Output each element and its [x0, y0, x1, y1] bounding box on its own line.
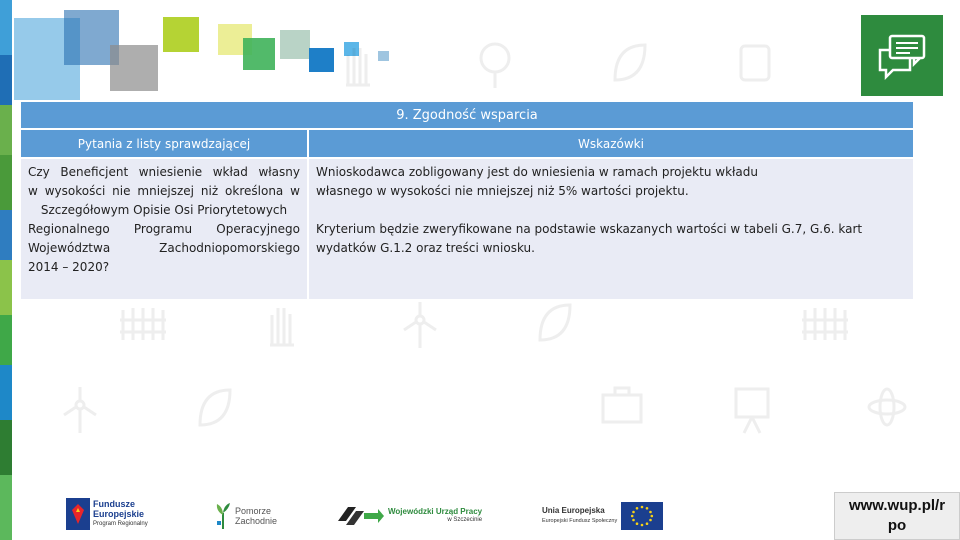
ue-line: Unia Europejska [542, 506, 605, 515]
hint-line: wydatków G.1.2 oraz treści wniosku. [316, 241, 535, 255]
question-line: Województwa Zachodniopomorskiego [28, 241, 300, 255]
leaf-icon [610, 40, 650, 90]
side-color-strip [0, 0, 12, 540]
hand-icon [262, 300, 302, 350]
table-header-row [20, 129, 914, 158]
logo-pomorze-zachodnie [214, 500, 277, 532]
pomorze-sprout-icon [214, 501, 232, 531]
fe-line: Europejskie [93, 509, 145, 519]
atom-icon [865, 385, 909, 429]
train-icon [735, 40, 775, 90]
question-line: Regionalnego Programu Operacyjnego [28, 222, 300, 236]
table-title: 9. Zgodność wsparcia [20, 101, 914, 129]
fe-line: Fundusze [93, 499, 135, 509]
fe-star-icon [66, 498, 90, 530]
eu-flag-icon [621, 502, 663, 530]
leaf-icon [195, 385, 235, 435]
logo-fundusze-europejskie [66, 497, 148, 531]
header-hints: Wskazówki [308, 129, 914, 158]
hint-line: Kryterium będzie zweryfikowane na podstawie wskazanych wartości w tabeli G.7, G.6. kart [316, 222, 863, 236]
hand-icon [338, 40, 378, 90]
header-questions: Pytania z listy sprawdzającej [20, 129, 308, 158]
fence-icon [800, 300, 850, 345]
chart-board-icon [732, 385, 772, 435]
windmill-icon [400, 300, 440, 350]
url-line: po [887, 517, 907, 534]
logo-wup [338, 502, 482, 530]
question-line: Czy Beneficjent wniesienie wkład własny [28, 165, 300, 179]
ue-line: Europejski Fundusz Społeczny [542, 518, 618, 524]
leaf-icon [535, 300, 575, 350]
question-line: Szczegółowym Opisie Osi Priorytetowych [40, 203, 288, 217]
criteria-table [20, 101, 914, 300]
question-line: w wysokości nie mniejszej niż określona w [28, 184, 300, 198]
fe-line: Program Regionalny [93, 521, 148, 527]
table-row [20, 158, 914, 300]
pomorze-line: Zachodnie [235, 516, 278, 526]
question-line: 2014 – 2020? [28, 260, 110, 274]
website-url[interactable] [834, 492, 960, 540]
tree-icon [475, 40, 515, 90]
chat-icon-tile [861, 15, 943, 96]
hint-line: własnego w wysokości nie mniejszej niż 5% wartości projektu. [316, 184, 689, 198]
wup-line: w Szczecinie [447, 517, 483, 523]
question-cell [20, 158, 308, 300]
logo-unia-europejska [542, 501, 663, 531]
hint-cell [308, 158, 914, 300]
url-line: www.wup.pl/r [848, 497, 946, 514]
fence-icon [118, 300, 168, 345]
wup-line: Wojewódzki Urząd Pracy [388, 507, 483, 516]
windmill-icon [60, 385, 100, 435]
pomorze-line: Pomorze [235, 506, 272, 516]
wup-mark-icon [338, 503, 384, 529]
chat-bubbles-icon [876, 32, 928, 80]
hint-line: Wnioskodawca zobligowany jest do wniesienia w ramach projektu wkładu [316, 165, 759, 179]
briefcase-icon [600, 385, 644, 425]
